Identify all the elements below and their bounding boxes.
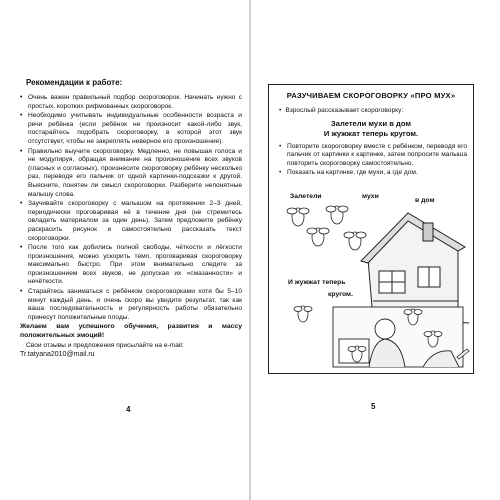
step-item: • Показать на картинке, где мухи, а где дом. xyxy=(279,169,467,177)
bullet-icon: • xyxy=(279,107,282,114)
recommendation-item: • Необходимо учитывать индивидуальные особенности возраста и речи ребёнка (если ребёнок не произносит какой-либо звук, постарайтесь подобрать скороговорку, в которой этот звук отсутствует, чтобы не закреплять неверное его произношение). xyxy=(20,112,242,146)
feedback-text: Свои отзывы и предложения присылайте на e-mail: xyxy=(26,341,184,349)
illustration-label: мухи xyxy=(362,193,379,200)
book-gutter xyxy=(249,0,251,500)
recommendation-item: • Правильно выучите скороговорку. Медленно, не повышая голоса и не модулируя, обращая внимание на произношение всех звуков (гласных и согласных), произнесите скороговорку ребёнку несколько раз, переводя его пальчик от одной картинки-подсказки к другой. Выясните, понятен ли смысл скороговорки. Разберите непонятные малышу слова. xyxy=(20,148,242,200)
adult-instruction xyxy=(279,107,403,114)
illustration-label: И жужжат теперь xyxy=(288,279,346,286)
tongue-twister xyxy=(269,119,473,139)
page-number-right: 5 xyxy=(371,402,376,411)
email-address: Tr.tatyana2010@mail.ru xyxy=(20,351,95,359)
page-title: РАЗУЧИВАЕМ СКОРОГОВОРКУ «ПРО МУХ» xyxy=(286,91,456,100)
step-item: • Повторите скороговорку вместе с ребёнком, переводя его пальчик от картинки к картинке, затем попросите малыша повторить скороговорку самостоятельно. xyxy=(279,143,467,168)
illustration-label: Залетели xyxy=(290,193,322,200)
recommendations-list xyxy=(20,94,242,322)
wish-text: Желаем вам успешного обучения, развития и массу положительных эмоций! xyxy=(20,323,242,340)
twister-line-1: Залетели мухи в дом xyxy=(331,119,411,128)
recommendation-item: • После того как добились полной свободы, чёткости и лёгкости произношения, можно ускорить темп, проговаривая скороговорку максимально быстро. При этом внимательно следите за произношением всех звуков, не допуская их «смазанности» и нечёткости. xyxy=(20,244,242,287)
house-drawing xyxy=(333,213,469,323)
illustration-label: в дом xyxy=(415,197,435,204)
flies-group-top xyxy=(287,206,366,250)
right-page-frame xyxy=(268,84,474,374)
recommendation-item: • Очень важен правильный подбор скороговорок. Начинать нужно с простых, коротких рифмованных скороговорок. xyxy=(20,94,242,111)
left-page xyxy=(20,78,242,359)
page-number-left: 4 xyxy=(126,405,131,414)
steps-list xyxy=(279,143,467,179)
recommendation-item: • Старайтесь заниматься с ребёнком скороговорками хотя бы 5–10 минут каждый день, и очень скоро вы увидите результат, так как ваша последовательность и регулярность работы обязательно принесут положительные плоды. xyxy=(20,288,242,322)
recommendations-heading: Рекомендации к работе: xyxy=(26,78,123,87)
recommendation-item: • Заучивайте скороговорку с малышом на протяжении 2–3 дней, периодически проговаривая её в течение дня (не стремитесь овладеть материалом за один день). Затем предложите ребёнку раскрасить рисунок и самостоятельно рассказать текст скороговорки. xyxy=(20,200,242,243)
twister-line-2: И жужжат теперь кругом. xyxy=(323,129,419,138)
adult-instruction-text: Взрослый рассказывает скороговорку: xyxy=(285,107,404,114)
illustration-label: кругом. xyxy=(328,291,353,298)
